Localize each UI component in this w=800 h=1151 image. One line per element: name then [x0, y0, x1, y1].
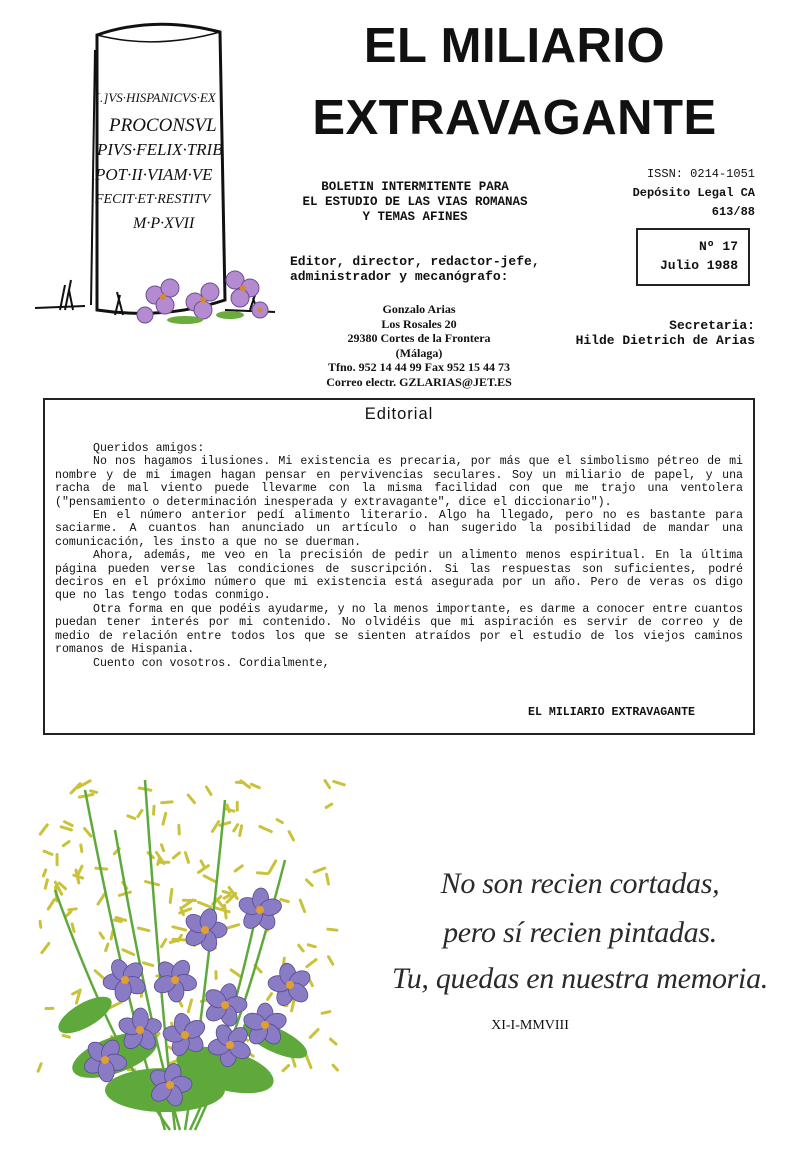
editorial-heading: Editorial — [364, 405, 434, 423]
subtitle — [270, 180, 560, 225]
subtitle-line: Y TEMAS AFINES — [362, 210, 468, 224]
secretaria-name: Hilde Dietrich de Arias — [575, 333, 755, 348]
inscription-line: POT·II·VIAM·VE — [95, 165, 213, 184]
violet-flower — [267, 962, 313, 1008]
issn: ISSN: 0214-1051 — [646, 167, 755, 181]
editor-roles-line: Editor, director, redactor-jefe, — [290, 254, 540, 269]
deposito-legal: Depósito Legal CA 613/88 — [632, 186, 755, 219]
issue-box — [636, 228, 750, 286]
contact-province: (Málaga) — [395, 345, 443, 360]
secretaria — [545, 318, 755, 348]
issue-date: Julio 1988 — [659, 258, 738, 273]
contact-city: 29380 Cortes de la Frontera — [347, 331, 491, 346]
editorial-paragraph: Queridos amigos: — [93, 442, 205, 455]
inscription-line: PROCONSVL — [109, 115, 217, 136]
violet-flower — [202, 982, 247, 1029]
memorial-line-3: Tu, quedas en nuestra memoria. — [392, 962, 768, 995]
issue-number: Nº 17 — [698, 239, 738, 254]
memorial-line-2: pero sí recien pintadas. — [443, 916, 717, 949]
contact-name: Gonzalo Arias — [382, 302, 456, 316]
secretaria-label: Secretaria: — [669, 318, 755, 333]
subtitle-line: BOLETIN INTERMITENTE PARA — [321, 180, 509, 194]
violet-flower — [182, 907, 227, 954]
inscription-line: PIVS·FELIX·TRIB — [97, 140, 223, 159]
contact-street: Los Rosales 20 — [381, 316, 457, 331]
editor-contact — [305, 302, 533, 390]
editorial-paragraph: No nos hagamos ilusiones. Mi existencia es precaria, por más que el simbolismo pétreo de mi nombre y de mi imagen hagan pensar en pervivencias seculares. Soy un miliario de papel, y una racha de mal viento puede llevarme con la misma facilidad con que me trajo una ventolera ("pensamiento o determinación inesperada y extravagante", dice el diccionario"). — [55, 455, 743, 509]
memorial-date: XI-I-MMVIII — [491, 1018, 569, 1033]
editorial-paragraph: Otra forma en que podéis ayudarme, y no la menos importante, es darme a conocer entre cuantos puedan tener interés por mi contenido. No olvidéis que mi aspiración es servir de correo y de medio de relación entre todos los que se sienten atraídos por el estudio de los viejos caminos romanos de Hispania. — [55, 602, 743, 657]
title-line-2: EXTRAVAGANTE — [312, 91, 717, 145]
inscription-line: FECIT·ET·RESTITV — [95, 192, 211, 207]
editorial-body — [55, 442, 743, 670]
title-line-1: EL MILIARIO — [363, 19, 666, 73]
subtitle-line: EL ESTUDIO DE LAS VIAS ROMANAS — [302, 195, 528, 209]
inscription-line: [.]VS·HISPANICVS·EX — [95, 90, 216, 105]
editorial-paragraph: En el número anterior pedí alimento literario. Algo ha llegado, pero no es bastante para saciarme. A cuantos han anunciado un artículo o han sugerido la posibilidad de mandar una comunicación, les insto a que no se duerman. — [55, 509, 743, 549]
memorial-line-1: No son recien cortadas, — [440, 867, 720, 900]
milestone-illustration — [25, 10, 295, 355]
contact-phone: Tfno. 952 14 44 99 Fax 952 15 44 73 — [327, 360, 510, 375]
editor-roles-line: administrador y mecanógrafo: — [290, 269, 509, 284]
inscription-line: M·P·XVII — [133, 215, 195, 232]
editorial-box — [43, 398, 755, 735]
flower-bouquet-illustration — [25, 770, 355, 1145]
editorial-paragraph: Cuento con vosotros. Cordialmente, — [93, 656, 330, 670]
editorial-signature: EL MILIARIO EXTRAVAGANTE — [528, 706, 695, 719]
editorial-paragraph: Ahora, además, me veo en la precisión de pedir un alimento menos espiritual. En la última página pueden verse las condiciones de suscripción. Si las respuestas son suficientes, podré deciros en el próximo número que mi existencia está asegurada por un año. Pero de veras os digo que no las tengo todas conmigo. — [55, 549, 743, 603]
editor-roles — [290, 254, 590, 284]
contact-email: Correo electr. GZLARIAS@JET.ES — [326, 374, 512, 389]
